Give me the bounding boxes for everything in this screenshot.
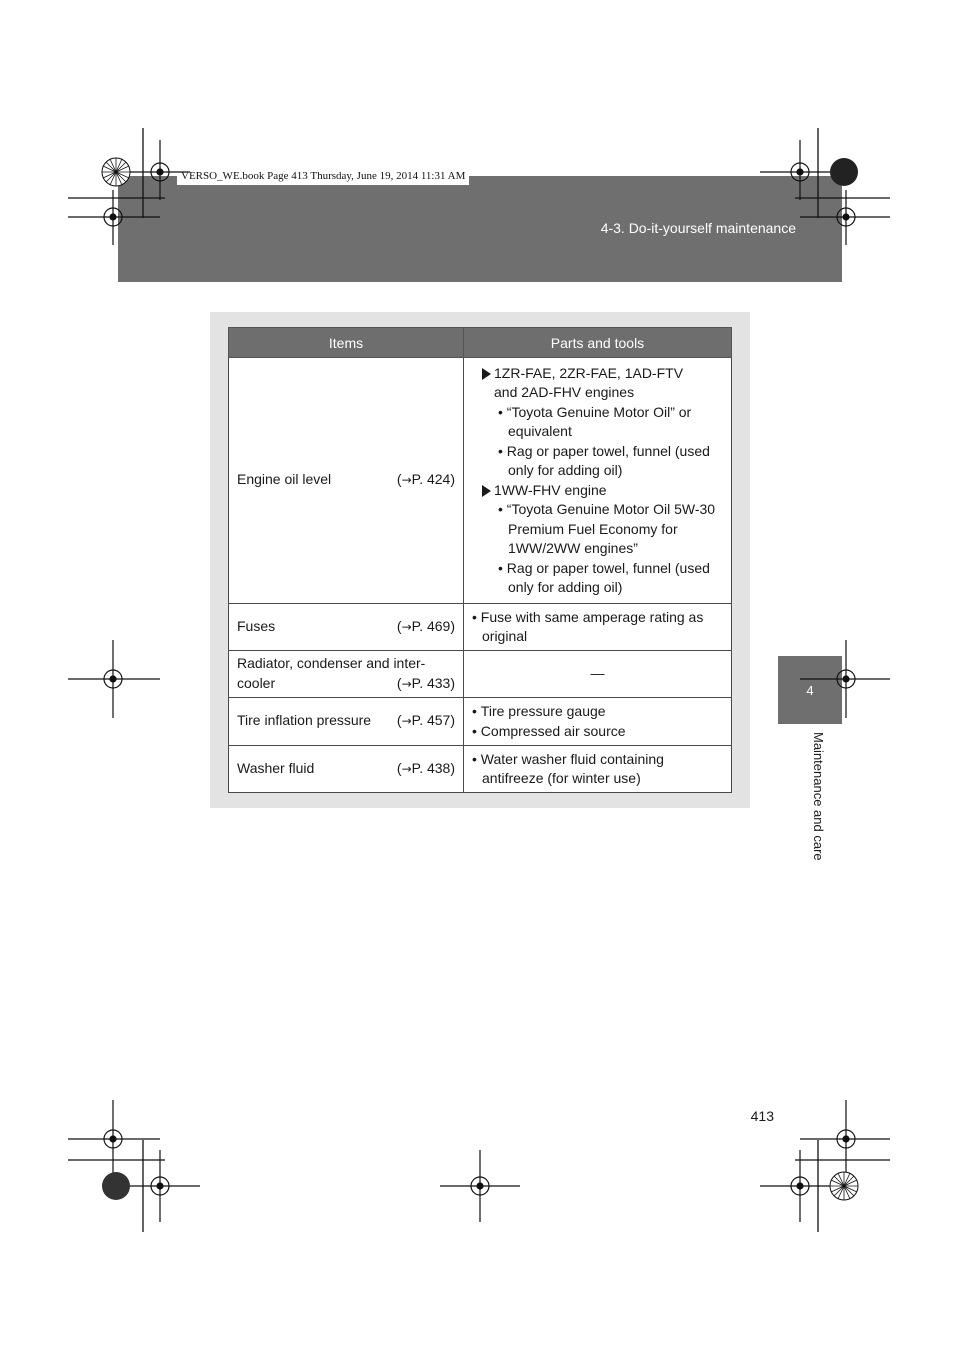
column-header-items: Items (229, 328, 464, 358)
engine-group (472, 364, 723, 481)
page-reference: (→P. 424) (396, 471, 455, 488)
table-row-washer-fluid (229, 746, 732, 793)
arrow-right-icon: → (401, 619, 412, 634)
item-cell (229, 358, 464, 604)
parts-bullet: • Rag or paper towel, funnel (used only for adding oil) (498, 442, 723, 481)
engine-label: 1WW-FHV engine (494, 481, 607, 498)
parts-bullet: • Water washer fluid containing antifreeze (for winter use) (472, 750, 723, 789)
parts-cell (464, 651, 732, 698)
registration-disc-icon (830, 1172, 858, 1200)
parts-bullet: • “Toyota Genuine Motor Oil 5W-30 Premium Fuel Economy for 1WW/2WW engines” (498, 500, 723, 559)
item-cell (229, 698, 464, 746)
item-label: Tire inflation pressure (237, 712, 372, 729)
item-label-continued: cooler (237, 674, 276, 691)
triangle-bullet-icon (482, 368, 491, 380)
item-cell (229, 746, 464, 793)
table-row-radiator (229, 651, 732, 698)
engine-label: 1ZR-FAE, 2ZR-FAE, 1AD-FTV (494, 364, 684, 381)
parts-table (228, 327, 732, 793)
crosshair-icon (68, 1100, 160, 1178)
engine-group (472, 481, 723, 598)
item-cell (229, 651, 464, 698)
page-reference: (→P. 469) (396, 617, 455, 634)
page-reference: (→P. 438) (396, 759, 455, 776)
crosshair-icon (760, 1150, 840, 1222)
parts-bullet: • Compressed air source (472, 722, 723, 742)
triangle-bullet-icon (482, 485, 491, 497)
table-header-row (229, 328, 732, 358)
arrow-right-icon: → (401, 676, 412, 691)
parts-cell (464, 358, 732, 604)
column-header-parts: Parts and tools (464, 328, 732, 358)
arrow-right-icon: → (401, 473, 412, 488)
section-title: 4-3. Do-it-yourself maintenance (600, 220, 796, 236)
item-label: Washer fluid (237, 759, 315, 776)
chapter-tab (778, 656, 842, 724)
item-cell (229, 604, 464, 651)
table-row-fuses (229, 604, 732, 651)
parts-cell (464, 698, 732, 746)
empty-dash: — (590, 665, 605, 682)
item-label: Engine oil level (237, 471, 332, 488)
engine-label-continued: and 2AD-FHV engines (494, 384, 635, 400)
item-label: Fuses (237, 617, 276, 634)
arrow-right-icon: → (401, 761, 412, 776)
page-reference: (→P. 457) (396, 712, 455, 729)
item-label: Radiator, condenser and inter- (237, 655, 426, 671)
parts-cell (464, 746, 732, 793)
arrow-right-icon: → (401, 714, 412, 729)
parts-bullet: • Tire pressure gauge (472, 702, 723, 722)
chapter-title: Maintenance and care (811, 732, 826, 861)
crosshair-icon (800, 1100, 890, 1178)
table-row-engine-oil (229, 358, 732, 604)
page-reference: (→P. 433) (396, 674, 455, 691)
book-info-stamp: VERSO_WE.book Page 413 Thursday, June 19, 2014 11:31 AM (177, 167, 469, 185)
parts-bullet: • Rag or paper towel, funnel (used only for adding oil) (498, 559, 723, 598)
table-row-tire-pressure (229, 698, 732, 746)
crosshair-icon (120, 1150, 200, 1222)
parts-cell (464, 604, 732, 651)
chapter-number: 4 (806, 682, 814, 698)
registration-disc-icon (102, 1172, 130, 1200)
crosshair-icon (68, 640, 160, 718)
page-number: 413 (750, 1108, 774, 1124)
parts-bullet: • Fuse with same amperage rating as original (472, 608, 723, 647)
crosshair-icon (440, 1150, 520, 1222)
parts-bullet: • “Toyota Genuine Motor Oil” or equivalent (498, 403, 723, 442)
